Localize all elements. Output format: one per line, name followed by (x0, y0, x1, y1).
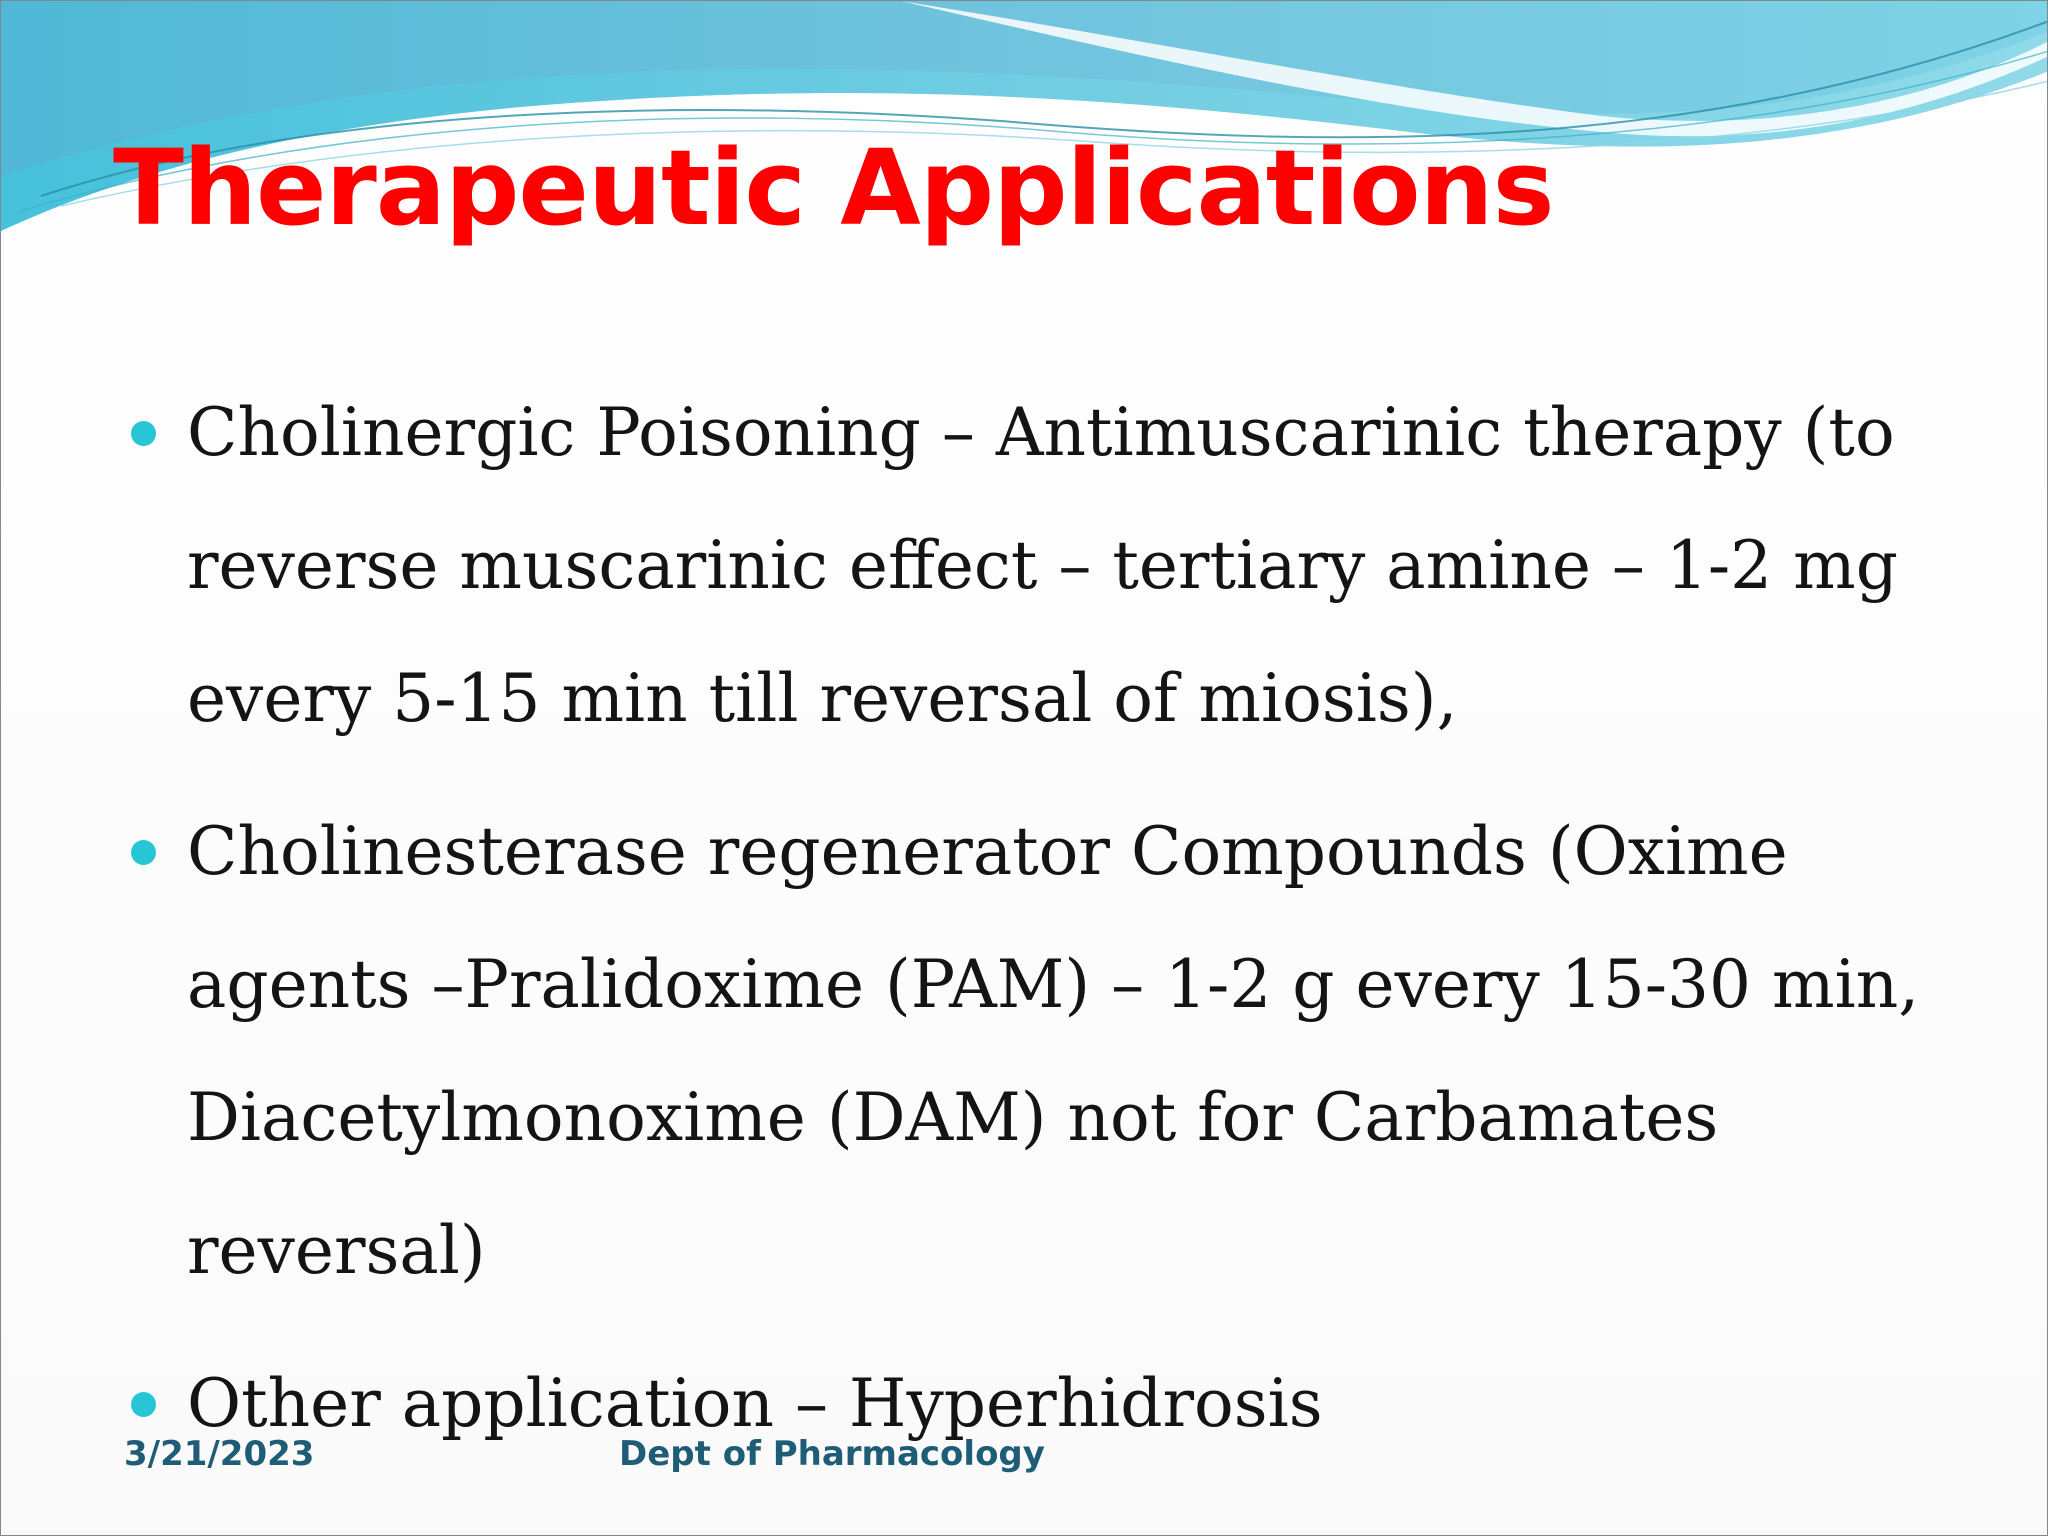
slide-title: Therapeutic Applications (113, 127, 1554, 249)
footer-date: 3/21/2023 (124, 1434, 315, 1474)
bullet-text: Cholinesterase regenerator Compounds (Oxime agents –Pralidoxime (PAM) – 1-2 g every 15-30 min, Diacetylmonoxime (DAM) not for Carbamates reversal) (187, 813, 1920, 1289)
bullet-item-cholinesterase-regenerator (129, 785, 2009, 1317)
round-bullet-icon (131, 840, 156, 865)
bullet-item-other-application (129, 1337, 2009, 1470)
round-bullet-icon (131, 1392, 156, 1417)
bullet-text: Other application – Hyperhidrosis (187, 1365, 1323, 1442)
bullet-item-cholinergic-poisoning (129, 366, 2009, 765)
round-bullet-icon (131, 421, 156, 446)
bullet-list (129, 366, 2009, 1490)
footer-department: Dept of Pharmacology (619, 1434, 1045, 1474)
bullet-text: Cholinergic Poisoning – Antimuscarinic therapy (to reverse muscarinic effect – tertiary amine – 1-2 mg every 5-15 min till reversal of miosis), (187, 394, 1898, 737)
